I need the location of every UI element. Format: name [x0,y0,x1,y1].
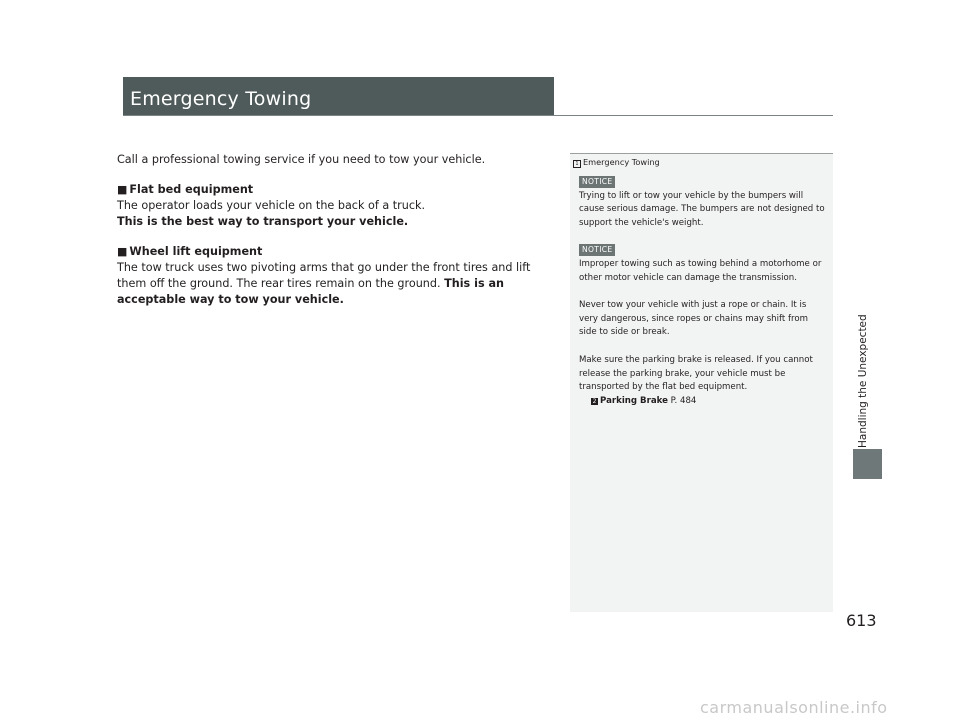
parking-brake-text: Make sure the parking brake is released. If you cannot release the parking brake, your vehicle must be transported by the flat bed equipment. [579,354,813,393]
square-bullet-icon: ■ [117,245,128,258]
page-title: Emergency Towing [130,88,312,110]
section-tab-label: Handling the Unexpected [857,314,869,448]
flat-bed-heading: ■ Flat bed equipment [117,183,254,196]
flat-bed-text: The operator loads your vehicle on the back of a truck. [117,199,426,212]
reference-arrow-icon: 2 [592,397,597,405]
title-rule [123,115,833,116]
wheel-lift-heading: ■ Wheel lift equipment [117,245,263,258]
rope-warning-text: Never tow your vehicle with just a rope or chain. It is very dangerous, since ropes or chains may shift from side to side or break. [579,300,808,338]
watermark: carmanualsonline.info [700,698,888,717]
notice-text-1: Trying to lift or tow your vehicle by the bumpers will cause serious damage. The bumpers are not designed to support the vehicle's weight. [579,190,825,228]
page-number: 613 [846,611,877,630]
main-content [117,152,562,308]
sidebar-body [579,176,827,408]
notice-badge: NOTICE [579,176,615,188]
sidebar-top-rule [570,153,833,154]
wheel-lift-text: The tow truck uses two pivoting arms that go under the front tires and lift them off the ground. The rear tires remain on the ground. This is an acceptable way to tow your vehicle. [117,261,531,306]
square-bullet-icon: ■ [117,183,128,196]
notice-text-2: Improper towing such as towing behind a motorhome or other motor vehicle can damage the transmission. [579,258,822,283]
parking-brake-link[interactable]: 2 Parking Brake P. 484 [592,395,697,406]
wheel-lift-emphasis: This is an acceptable way to tow your vehicle. [117,277,505,306]
flat-bed-emphasis: This is the best way to transport your vehicle. [117,215,409,228]
section-mark-icon: 1 [573,160,581,168]
sidebar-heading: 1 Emergency Towing [573,157,660,168]
intro-text: Call a professional towing service if you need to tow your vehicle. [117,153,486,166]
notice-badge: NOTICE [579,244,615,256]
